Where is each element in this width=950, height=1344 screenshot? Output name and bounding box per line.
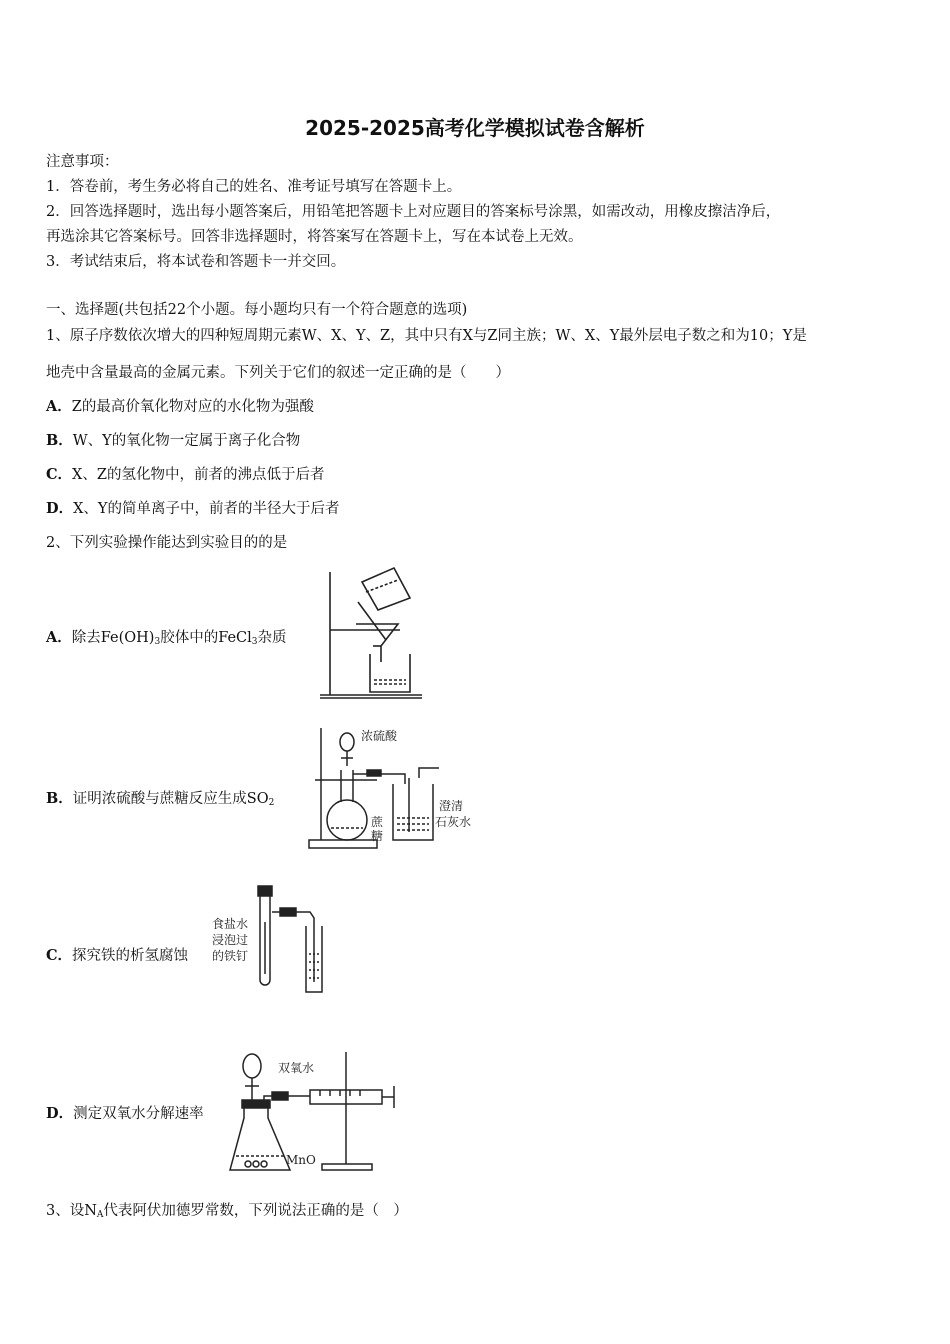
option-text: 胶体中的FeCl — [160, 630, 252, 646]
notice-item-1: 1．答卷前，考生务必将自己的姓名、准考证号填写在答题卡上。 — [46, 179, 462, 195]
option-label: C． — [46, 947, 73, 964]
subscript: 3 — [251, 637, 258, 647]
section-heading: 一、选择题(共包括22个小题。每小题均只有一个符合题意的选项) — [46, 302, 468, 318]
option-text: 杂质 — [257, 630, 287, 646]
q2-option-c — [46, 946, 188, 966]
option-text: 除去Fe(OH) — [71, 630, 155, 646]
option-label: B． — [46, 432, 73, 449]
q2-stem: 2、下列实验操作能达到实验目的的是 — [46, 535, 288, 551]
label-mno: MnO — [286, 1153, 316, 1167]
option-text: Z的最高价氧化物对应的水化物为强酸 — [71, 399, 314, 415]
q2-option-b — [46, 789, 274, 813]
q1-stem-line1: 1、原子序数依次增大的四种短周期元素W、X、Y、Z，其中只有X与Z同主族；W、X、Y最外层电子数之和为10；Y是 — [46, 328, 807, 344]
q1-option-d — [46, 499, 339, 519]
q2-option-a — [46, 628, 287, 652]
option-label: A． — [46, 398, 72, 415]
option-text: 证明浓硫酸与蔗糖反应生成SO — [72, 791, 269, 807]
iron-corrosion-apparatus-figure — [210, 882, 330, 1002]
option-text: 测定双氧水分解速率 — [73, 1106, 204, 1122]
label-h2o2: 双氧水 — [278, 1061, 315, 1075]
option-label: C． — [46, 466, 73, 483]
option-text: X、Z的氢化物中，前者的沸点低于后者 — [72, 467, 325, 483]
label-limewater-2: 石灰水 — [435, 815, 472, 829]
notice-item-2: 2．回答选择题时，选出每小题答案后，用铅笔把答题卡上对应题目的答案标号涂黑，如需改动，用橡皮擦洁净后， — [46, 204, 781, 220]
filtration-apparatus-figure — [318, 562, 428, 702]
label-soaked: 浸泡过 — [212, 933, 249, 947]
option-label: D． — [46, 1105, 74, 1122]
subscript: A — [96, 1210, 104, 1220]
label-conc-acid: 浓硫酸 — [361, 729, 398, 743]
q3-stem-text: 代表阿伏加德罗常数，下列说法正确的是（ ） — [103, 1203, 408, 1219]
option-text: W、Y的氧化物一定属于离子化合物 — [72, 433, 301, 449]
q1-option-b — [46, 431, 300, 451]
label-sugar-2: 糖 — [371, 829, 384, 843]
label-iron-nail: 的铁钉 — [212, 949, 249, 963]
q1-option-c — [46, 465, 324, 485]
option-label: D． — [46, 500, 74, 517]
subscript: 3 — [154, 637, 161, 647]
option-text: X、Y的简单离子中，前者的半径大于后者 — [73, 501, 340, 517]
q3-stem-text: 3、设N — [46, 1203, 97, 1219]
q2-option-d — [46, 1104, 204, 1124]
label-sugar-1: 蔗 — [371, 815, 384, 829]
notice-heading: 注意事项： — [46, 154, 119, 170]
notice-item-3: 3．考试结束后，将本试卷和答题卡一并交回。 — [46, 254, 346, 270]
sugar-acid-apparatus-figure — [305, 722, 475, 854]
label-limewater-1: 澄清 — [439, 799, 464, 813]
option-label: A． — [46, 629, 72, 646]
q3-stem — [46, 1201, 408, 1225]
page-title: 2025-2025高考化学模拟试卷含解析 — [305, 116, 645, 140]
option-text: 探究铁的析氢腐蚀 — [72, 948, 189, 964]
label-brine: 食盐水 — [212, 917, 249, 931]
option-label: B． — [46, 790, 73, 807]
h2o2-decomposition-apparatus-figure — [226, 1046, 400, 1176]
q1-option-a — [46, 397, 314, 417]
notice-item-2-cont: 再选涂其它答案标号。回答非选择题时，将答案写在答题卡上，写在本试卷上无效。 — [46, 229, 583, 245]
subscript: 2 — [268, 798, 275, 808]
q1-stem-line2: 地壳中含量最高的金属元素。下列关于它们的叙述一定正确的是（ ） — [46, 365, 510, 381]
